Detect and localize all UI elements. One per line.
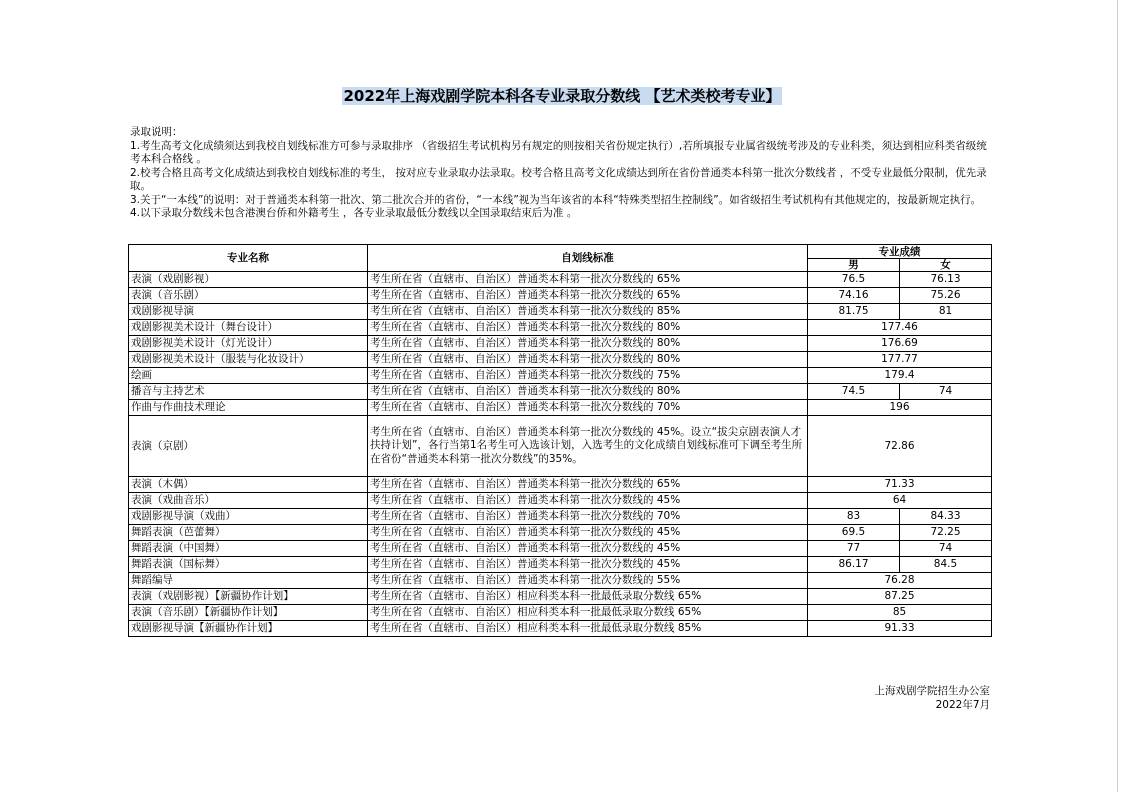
cell-major: 表演（木偶） bbox=[129, 477, 368, 493]
footer bbox=[780, 684, 990, 712]
cell-major: 表演（京剧） bbox=[129, 416, 368, 477]
cell-standard: 考生所在省（直辖市、自治区）普通类本科第一批次分数线的 75% bbox=[368, 368, 808, 384]
cell-standard: 考生所在省（直辖市、自治区）相应科类本科一批最低录取分数线 65% bbox=[368, 589, 808, 605]
cell-score: 177.46 bbox=[808, 320, 992, 336]
cell-standard: 考生所在省（直辖市、自治区）普通类本科第一批次分数线的 45%。设立“拔尖京剧表演人才扶持计划”，各行当第1名考生可入选该计划，入选考生的文化成绩自划线标准可下调至考生所在省份“普通类本科第一批次分数线”的35%。 bbox=[368, 416, 808, 477]
cell-standard: 考生所在省（直辖市、自治区）相应科类本科一批最低录取分数线 85% bbox=[368, 621, 808, 637]
cell-score-male: 74.5 bbox=[808, 384, 900, 400]
note-line-2: 2.校考合格且高考文化成绩达到我校自划线标准的考生， 按对应专业录取办法录取。校考合格且高考文化成绩达到所在省份普通类本科第一批次分数线者 ，不受专业最低分限制，优先录取。 bbox=[130, 166, 987, 192]
header-male: 男 bbox=[808, 259, 900, 272]
cell-score: 179.4 bbox=[808, 368, 992, 384]
cell-score-female: 75.26 bbox=[900, 288, 992, 304]
cell-major: 戏剧影视导演（戏曲） bbox=[129, 509, 368, 525]
cell-score-male: 86.17 bbox=[808, 557, 900, 573]
cell-major: 舞蹈表演（芭蕾舞） bbox=[129, 525, 368, 541]
table-row bbox=[129, 336, 992, 352]
cell-score: 72.86 bbox=[808, 416, 992, 477]
table-row bbox=[129, 352, 992, 368]
cell-standard: 考生所在省（直辖市、自治区）普通类本科第一批次分数线的 55% bbox=[368, 573, 808, 589]
cell-standard: 考生所在省（直辖市、自治区）普通类本科第一批次分数线的 45% bbox=[368, 525, 808, 541]
cell-score-male: 76.5 bbox=[808, 272, 900, 288]
cell-major: 表演（音乐剧）【新疆协作计划】 bbox=[129, 605, 368, 621]
cell-score: 176.69 bbox=[808, 336, 992, 352]
cell-major: 戏剧影视美术设计（服装与化妆设计） bbox=[129, 352, 368, 368]
header-score: 专业成绩 bbox=[808, 245, 992, 259]
cell-major: 舞蹈表演（国标舞） bbox=[129, 557, 368, 573]
cell-score-female: 76.13 bbox=[900, 272, 992, 288]
cell-score: 76.28 bbox=[808, 573, 992, 589]
cell-score-male: 74.16 bbox=[808, 288, 900, 304]
cell-score-male: 69.5 bbox=[808, 525, 900, 541]
cell-score: 196 bbox=[808, 400, 992, 416]
cell-score: 71.33 bbox=[808, 477, 992, 493]
table-row bbox=[129, 605, 992, 621]
cell-major: 播音与主持艺术 bbox=[129, 384, 368, 400]
cell-major: 舞蹈表演（中国舞） bbox=[129, 541, 368, 557]
cell-score: 91.33 bbox=[808, 621, 992, 637]
scores-table bbox=[128, 244, 992, 637]
cell-score: 87.25 bbox=[808, 589, 992, 605]
cell-score-male: 83 bbox=[808, 509, 900, 525]
cell-major: 作曲与作曲技术理论 bbox=[129, 400, 368, 416]
table-row bbox=[129, 509, 992, 525]
cell-score-male: 77 bbox=[808, 541, 900, 557]
table-row bbox=[129, 589, 992, 605]
footer-office: 上海戏剧学院招生办公室 bbox=[874, 685, 990, 697]
table-row bbox=[129, 573, 992, 589]
cell-score-female: 72.25 bbox=[900, 525, 992, 541]
cell-major: 表演（戏曲音乐） bbox=[129, 493, 368, 509]
cell-standard: 考生所在省（直辖市、自治区）普通类本科第一批次分数线的 65% bbox=[368, 288, 808, 304]
cell-score: 177.77 bbox=[808, 352, 992, 368]
table-row bbox=[129, 541, 992, 557]
page-title-text: 2022年上海戏剧学院本科各专业录取分数线 【艺术类校考专业】 bbox=[343, 87, 781, 105]
cell-standard: 考生所在省（直辖市、自治区）普通类本科第一批次分数线的 45% bbox=[368, 493, 808, 509]
table-row bbox=[129, 416, 992, 477]
header-major: 专业名称 bbox=[129, 245, 368, 272]
table-row bbox=[129, 288, 992, 304]
page-title bbox=[0, 86, 1124, 106]
cell-major: 戏剧影视美术设计（舞台设计） bbox=[129, 320, 368, 336]
cell-score-male: 81.75 bbox=[808, 304, 900, 320]
note-line-4: 4.以下录取分数线未包含港澳台侨和外籍考生 ，各专业录取最低分数线以全国录取结束后为准 。 bbox=[130, 207, 578, 219]
cell-score: 85 bbox=[808, 605, 992, 621]
header-standard: 自划线标准 bbox=[368, 245, 808, 272]
admission-notes bbox=[130, 126, 992, 221]
table-row bbox=[129, 320, 992, 336]
cell-standard: 考生所在省（直辖市、自治区）普通类本科第一批次分数线的 45% bbox=[368, 541, 808, 557]
table-row bbox=[129, 384, 992, 400]
cell-score-female: 74 bbox=[900, 541, 992, 557]
table-body bbox=[129, 272, 992, 637]
cell-standard: 考生所在省（直辖市、自治区）普通类本科第一批次分数线的 70% bbox=[368, 400, 808, 416]
footer-date: 2022年7月 bbox=[935, 699, 990, 711]
table-row bbox=[129, 525, 992, 541]
cell-standard: 考生所在省（直辖市、自治区）普通类本科第一批次分数线的 85% bbox=[368, 304, 808, 320]
cell-standard: 考生所在省（直辖市、自治区）相应科类本科一批最低录取分数线 65% bbox=[368, 605, 808, 621]
cell-major: 表演（音乐剧） bbox=[129, 288, 368, 304]
cell-standard: 考生所在省（直辖市、自治区）普通类本科第一批次分数线的 65% bbox=[368, 272, 808, 288]
cell-major: 戏剧影视导演【新疆协作计划】 bbox=[129, 621, 368, 637]
cell-standard: 考生所在省（直辖市、自治区）普通类本科第一批次分数线的 65% bbox=[368, 477, 808, 493]
cell-standard: 考生所在省（直辖市、自治区）普通类本科第一批次分数线的 80% bbox=[368, 384, 808, 400]
table-row bbox=[129, 272, 992, 288]
header-female: 女 bbox=[900, 259, 992, 272]
cell-score: 64 bbox=[808, 493, 992, 509]
cell-score-female: 81 bbox=[900, 304, 992, 320]
note-line-3: 3.关于“一本线”的说明：对于普通类本科第一批次、第二批次合并的省份，“一本线”视为当年该省的本科“特殊类型招生控制线”。如省级招生考试机构有其他规定的，按最新规定执行。 bbox=[130, 193, 982, 206]
table-row bbox=[129, 557, 992, 573]
cell-major: 表演（戏剧影视）【新疆协作计划】 bbox=[129, 589, 368, 605]
page-edge bbox=[1117, 0, 1118, 792]
cell-score-female: 84.5 bbox=[900, 557, 992, 573]
table-row bbox=[129, 493, 992, 509]
cell-standard: 考生所在省（直辖市、自治区）普通类本科第一批次分数线的 80% bbox=[368, 320, 808, 336]
cell-standard: 考生所在省（直辖市、自治区）普通类本科第一批次分数线的 80% bbox=[368, 352, 808, 368]
cell-standard: 考生所在省（直辖市、自治区）普通类本科第一批次分数线的 70% bbox=[368, 509, 808, 525]
cell-major: 戏剧影视美术设计（灯光设计） bbox=[129, 336, 368, 352]
note-line-1: 1.考生高考文化成绩须达到我校自划线标准方可参与录取排序 （省级招生考试机构另有规定的则按相关省份规定执行）,若所填报专业属省级统考涉及的专业科类，须达到相应科类省级统考本科合格线 。 bbox=[130, 139, 987, 165]
table-row bbox=[129, 621, 992, 637]
cell-major: 表演（戏剧影视） bbox=[129, 272, 368, 288]
cell-score-female: 84.33 bbox=[900, 509, 992, 525]
cell-major: 戏剧影视导演 bbox=[129, 304, 368, 320]
cell-major: 舞蹈编导 bbox=[129, 573, 368, 589]
table-row bbox=[129, 477, 992, 493]
table-row bbox=[129, 304, 992, 320]
table-row bbox=[129, 400, 992, 416]
cell-score-female: 74 bbox=[900, 384, 992, 400]
cell-standard: 考生所在省（直辖市、自治区）普通类本科第一批次分数线的 80% bbox=[368, 336, 808, 352]
notes-heading: 录取说明： bbox=[130, 126, 183, 138]
cell-major: 绘画 bbox=[129, 368, 368, 384]
cell-standard: 考生所在省（直辖市、自治区）普通类本科第一批次分数线的 45% bbox=[368, 557, 808, 573]
table-row bbox=[129, 368, 992, 384]
